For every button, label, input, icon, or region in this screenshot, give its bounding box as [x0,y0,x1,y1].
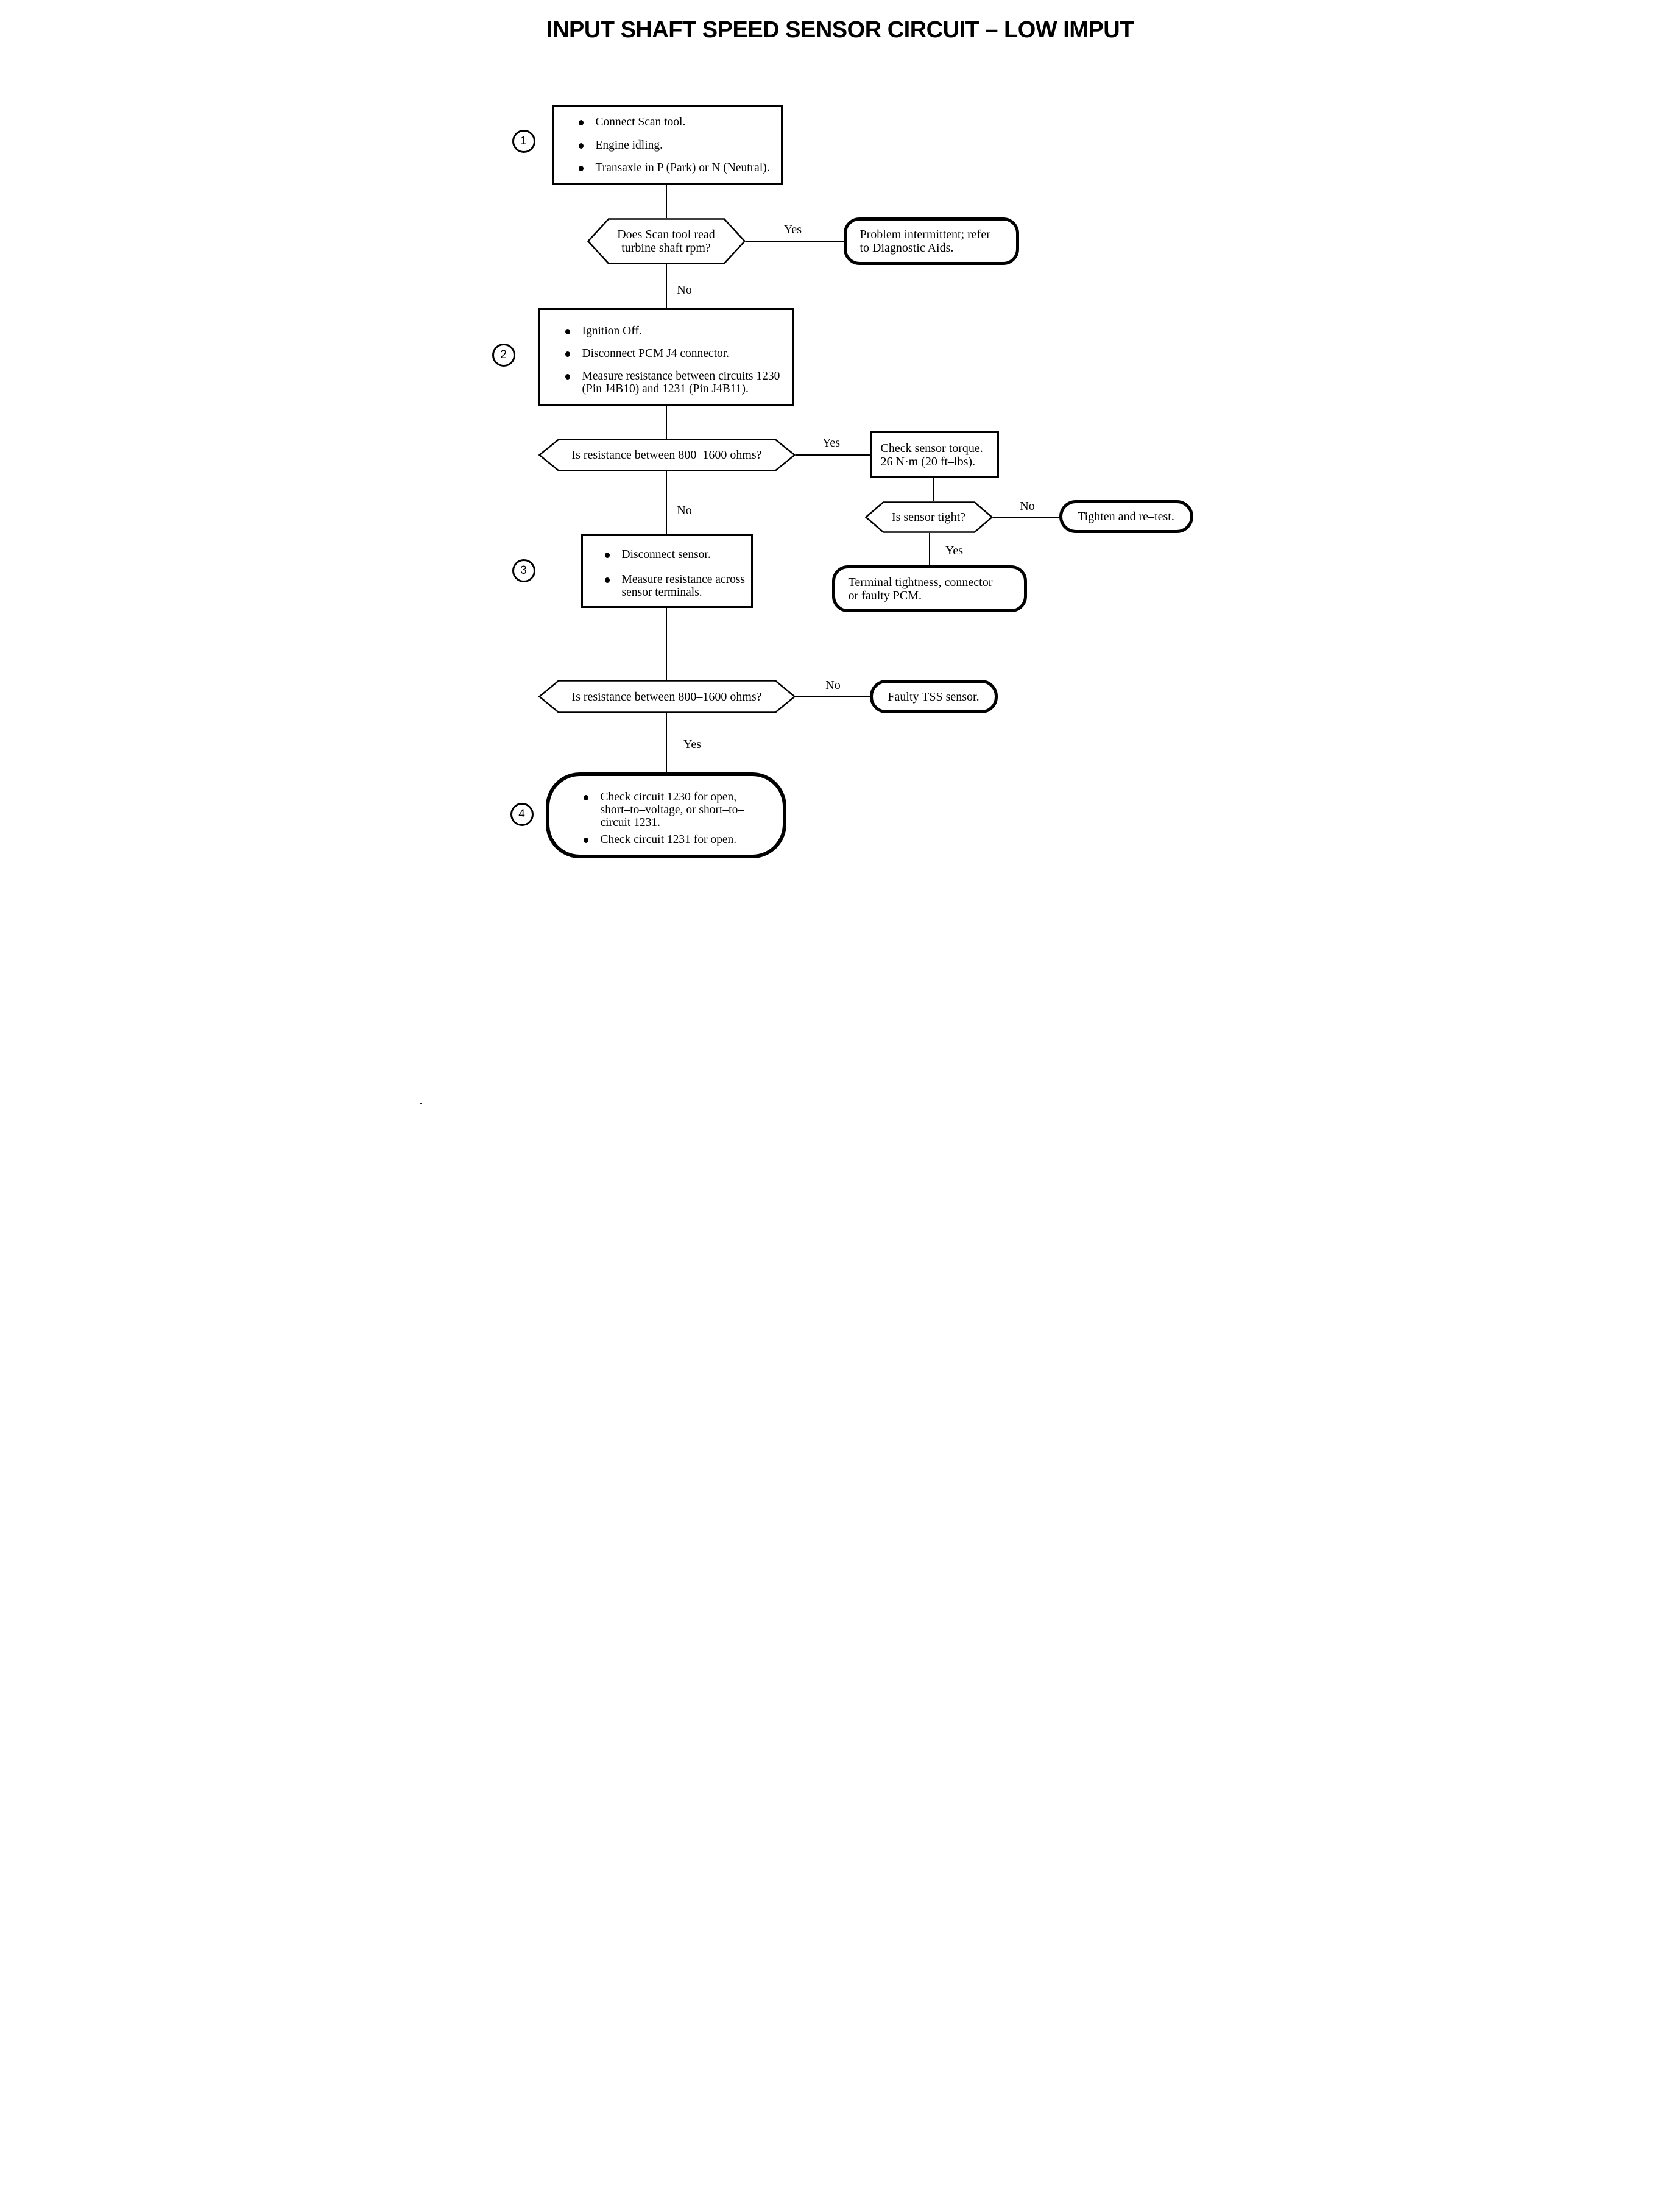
result-tighten-retest [1059,500,1193,533]
bullet-line: Check circuit 1231 for open. [600,833,737,846]
result-line: Problem intermittent; refer [859,228,990,241]
result-terminal-tightness [832,565,1027,612]
bullet-icon [565,329,570,334]
step-number-1: 1 [520,135,527,147]
bullet-line: Ignition Off. [582,325,642,337]
list-item [584,791,780,829]
connector-decision1-no [666,264,667,308]
connector-decision4-yes [666,713,667,772]
list-item [565,370,790,395]
step-number-4: 4 [518,808,525,821]
bullet-line: Connect Scan tool. [595,116,686,129]
result-line: or faulty PCM. [848,588,922,602]
list-item [579,116,777,129]
decision-resistance-1 [538,439,796,471]
connector-decision2-yes [796,454,870,456]
result-line: Terminal tightness, connector [848,575,993,589]
step-box-1 [552,105,783,185]
list-item [605,573,749,599]
list-item [584,833,780,846]
bullet-icon [579,143,584,149]
result-problem-intermittent [844,217,1019,265]
step-number-2: 2 [500,348,507,361]
step-number-3: 3 [520,564,527,577]
connector-decision1-yes [746,241,844,242]
step-box-3 [581,534,753,608]
bullet-line: Disconnect PCM J4 connector. [582,347,730,360]
list-item [605,548,749,561]
connector-decision2-no [666,471,667,534]
bullet-line: Measure resistance between circuits 1230 [582,370,780,383]
bullet-icon [605,577,610,583]
result-line: Tighten and re–test. [1078,510,1174,523]
step-circle-4 [510,803,534,826]
connector-step3-to-decision4 [666,608,667,680]
decision-sensor-tight [865,501,993,533]
flowchart-page [420,0,1260,1105]
bullet-line: sensor terminals. [621,586,702,599]
step-circle-1 [512,130,535,153]
step-circle-2 [492,344,515,367]
label-no-3: No [677,504,692,517]
list-item [565,347,790,360]
result-line: Check sensor torque. [880,441,983,455]
bullet-icon [579,120,584,125]
scan-artifact [420,1103,422,1104]
bullet-line: Transaxle in P (Park) or N (Neutral). [595,161,770,174]
result-check-torque [870,431,999,478]
decision-scan-rpm [587,218,746,264]
label-yes-2: Yes [822,436,841,450]
connector-step1-to-decision1 [666,183,667,218]
connector-torque-to-decision3 [933,478,934,501]
decision-line: turbine shaft rpm? [621,241,711,255]
bullet-line: Disconnect sensor. [621,548,711,561]
label-no-2: No [1020,500,1035,513]
result-line: to Diagnostic Aids. [859,241,954,255]
bullet-icon [584,838,588,843]
bullet-line: circuit 1231. [600,816,661,829]
bullet-icon [565,351,570,357]
list-item [565,325,790,337]
step-circle-3 [512,559,535,582]
label-yes-3: Yes [945,544,964,557]
page-title: INPUT SHAFT SPEED SENSOR CIRCUIT – LOW IMPUT [546,17,1134,43]
bullet-line: (Pin J4B10) and 1231 (Pin J4B11). [582,383,749,395]
decision-line: Is sensor tight? [891,510,966,524]
connector-decision3-yes [929,533,930,565]
label-yes-4: Yes [683,738,702,751]
label-no-1: No [677,283,692,297]
bullet-line: Measure resistance across [621,573,745,586]
result-faulty-tss [870,680,998,713]
bullet-line: Engine idling. [595,138,663,152]
decision-line: Is resistance between 800–1600 ohms? [571,448,762,462]
label-no-4: No [825,679,841,692]
decision-resistance-2 [538,680,796,713]
list-item [579,161,777,174]
step-box-4 [546,772,786,858]
decision-line: Is resistance between 800–1600 ohms? [571,690,762,704]
connector-decision4-no [796,696,870,697]
result-line: 26 N·m (20 ft–lbs). [880,454,976,468]
list-item [579,139,777,152]
bullet-line: short–to–voltage, or short–to– [600,803,744,816]
step-box-2 [538,308,794,406]
bullet-icon [584,795,588,800]
bullet-icon [565,374,570,380]
connector-decision3-no [993,517,1059,518]
label-yes-1: Yes [783,223,802,236]
bullet-line: Check circuit 1230 for open, [600,791,737,803]
connector-step2-to-decision2 [666,406,667,439]
decision-line: Does Scan tool read [617,228,715,241]
bullet-icon [605,552,610,558]
bullet-icon [579,166,584,171]
result-line: Faulty TSS sensor. [888,690,979,704]
